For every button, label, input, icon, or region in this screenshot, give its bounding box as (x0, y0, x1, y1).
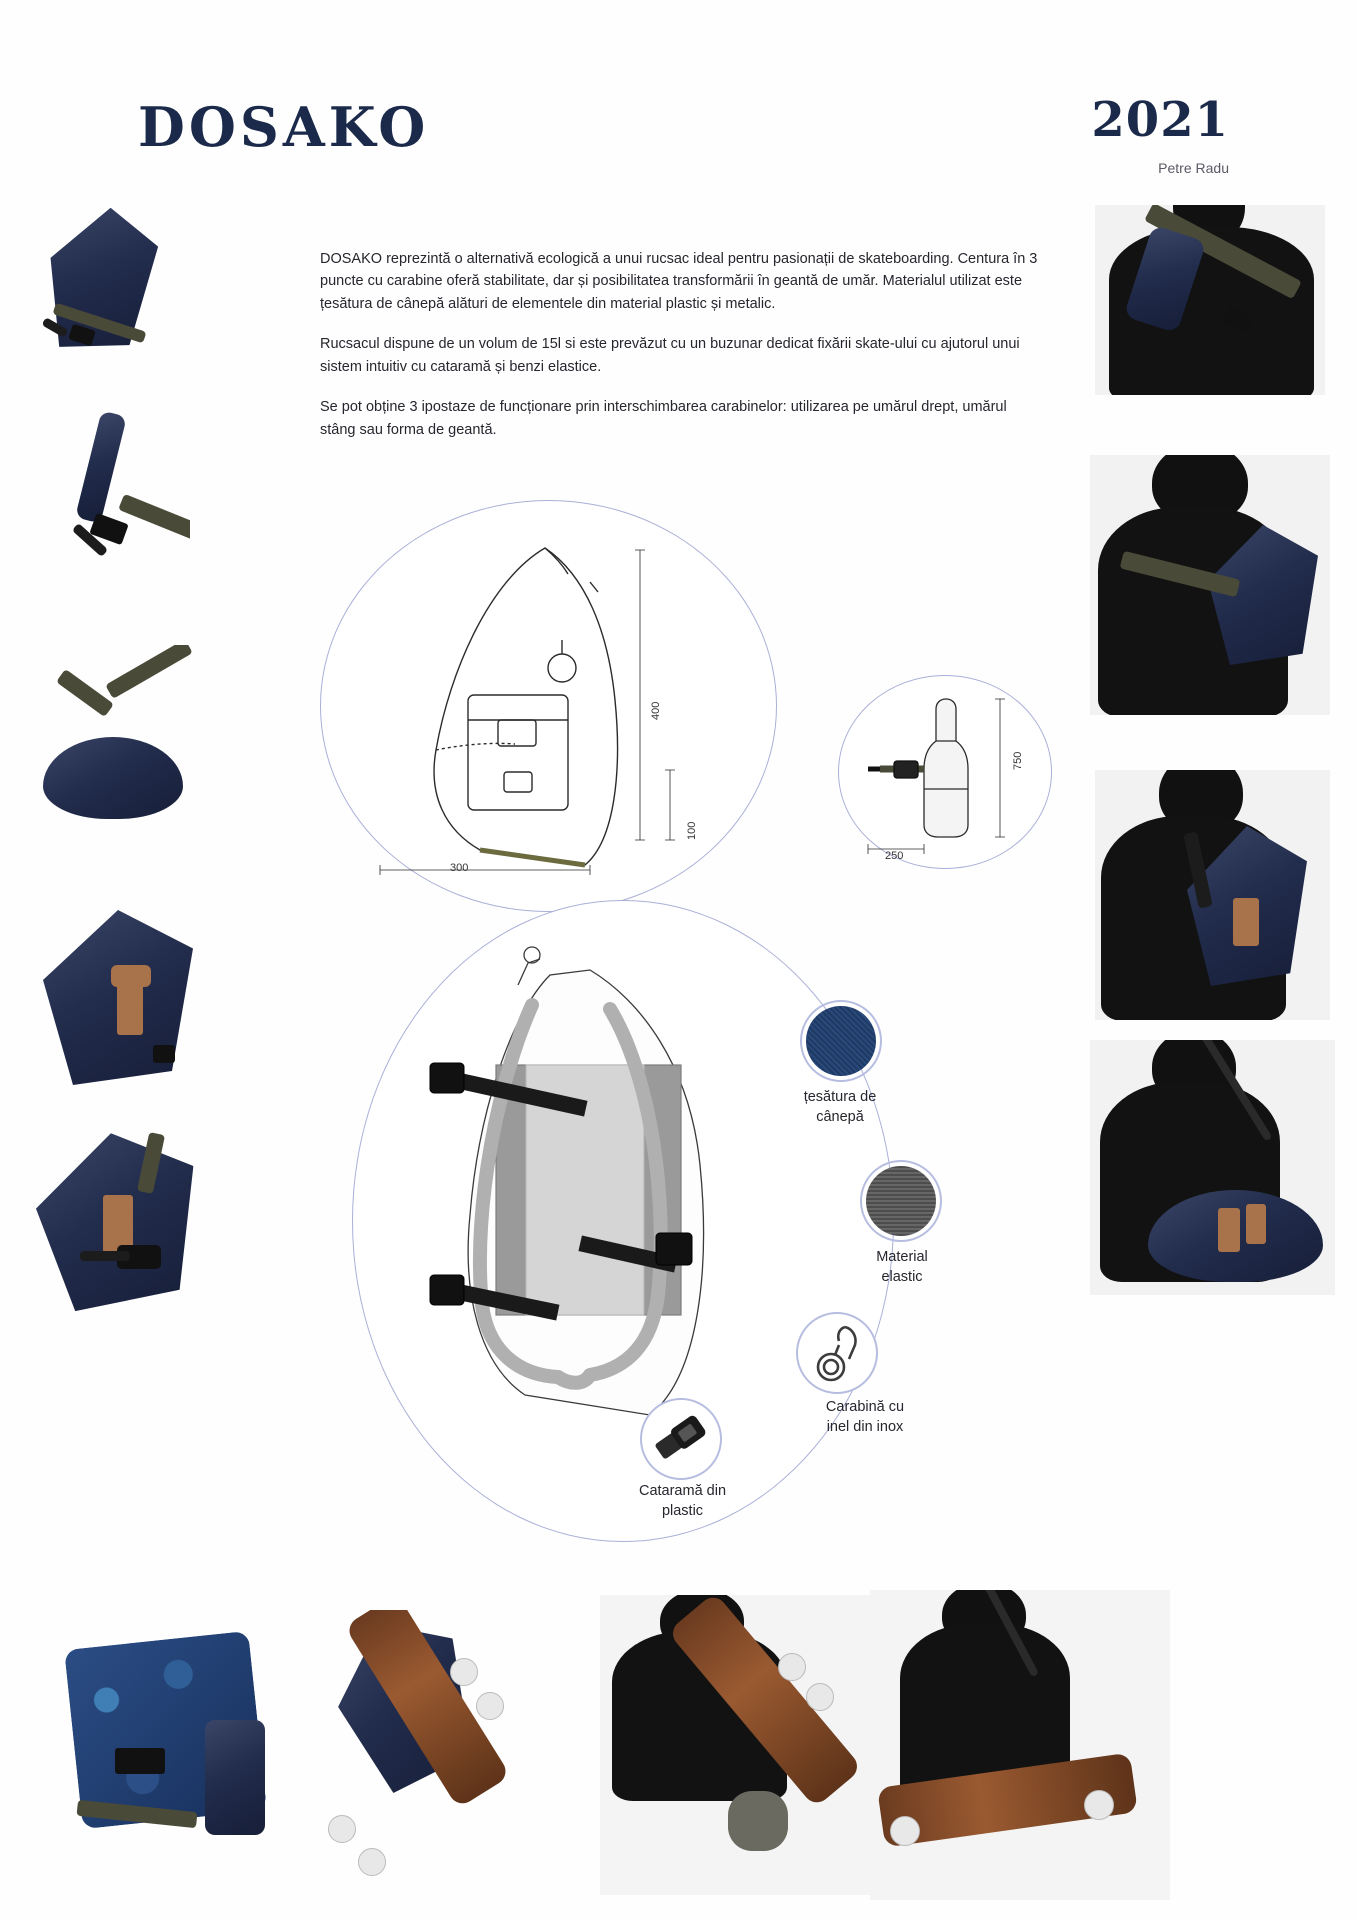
dim-strap-width: 250 (885, 850, 904, 862)
dim-bag-width: 300 (450, 862, 469, 874)
caption-carabiner-line1: Carabină cu (825, 1399, 905, 1415)
brand-title: DOSAKO (138, 95, 430, 159)
photo-strap-detail (30, 400, 190, 620)
caption-buckle-line1: Cataramă din (638, 1483, 727, 1499)
photo-bag-pocket-detail (25, 905, 215, 1095)
buckle-icon (645, 1403, 715, 1473)
caption-elastic (822, 1248, 982, 1287)
dim-bag-depth: 100 (686, 821, 698, 840)
photo-model-side (1095, 770, 1330, 1020)
description-paragraph-1: DOSAKO reprezintă o alternativă ecologică a unui rucsac ideal pentru pasionații de skateboarding. Centura în 3 puncte cu carabine oferă stabilitate, dar și posibilitatea transformării în geantă de umăr. Materialul utilizat este țesătura de cânepă alături de elementele din material plastic și metalic. (320, 251, 1038, 312)
photo-skate-mounted (300, 1610, 560, 1890)
swatch-buckle (640, 1398, 722, 1480)
tech-drawing-skate-system (400, 945, 830, 1465)
photo-model-bag (1090, 1040, 1335, 1295)
swatch-hemp (800, 1000, 882, 1082)
description-paragraph-2: Rucsacul dispune de un volum de 15l si este prevăzut cu un buzunar dedicat fixării skate-ului cu ajutorul unui sistem intuitiv cu cataramă și benzi elastice. (320, 336, 1020, 375)
swatch-carabiner (796, 1312, 878, 1394)
photo-bag-shoulder-form (25, 645, 210, 860)
description-block (320, 248, 1040, 441)
photo-model-skate-side (870, 1590, 1170, 1900)
photo-bag-front-angle (30, 205, 180, 390)
caption-carabiner-line2: inel din inox (826, 1418, 904, 1435)
author-label: Petre Radu (1158, 160, 1229, 176)
photo-model-front (1095, 205, 1325, 395)
caption-carabiner (770, 1398, 960, 1437)
tech-drawing-strap (850, 685, 1040, 860)
caption-elastic-line1: Material (876, 1249, 928, 1265)
caption-hemp (760, 1088, 920, 1127)
photo-model-back (1090, 455, 1330, 715)
swatch-elastic (860, 1160, 942, 1242)
caption-hemp-line1: țesătura de (803, 1089, 877, 1105)
caption-buckle-line2: plastic (661, 1502, 704, 1519)
photo-floral-bag (55, 1630, 285, 1880)
caption-elastic-line2: elastic (881, 1268, 923, 1285)
photo-model-skate-back (600, 1595, 880, 1895)
caption-buckle (600, 1482, 765, 1521)
dim-strap-length: 750 (1012, 751, 1024, 770)
dim-bag-height: 400 (650, 701, 662, 720)
photo-bag-buckle-detail (25, 1125, 220, 1325)
description-paragraph-3: Se pot obține 3 ipostaze de funcționare prin interschimbarea carabinelor: utilizarea pe umărul drept, umărul stâng sau forma de geantă. (320, 399, 1007, 438)
carabiner-icon (801, 1317, 871, 1387)
caption-hemp-line2: cânepă (816, 1108, 864, 1125)
year-label: 2021 (1091, 92, 1229, 148)
